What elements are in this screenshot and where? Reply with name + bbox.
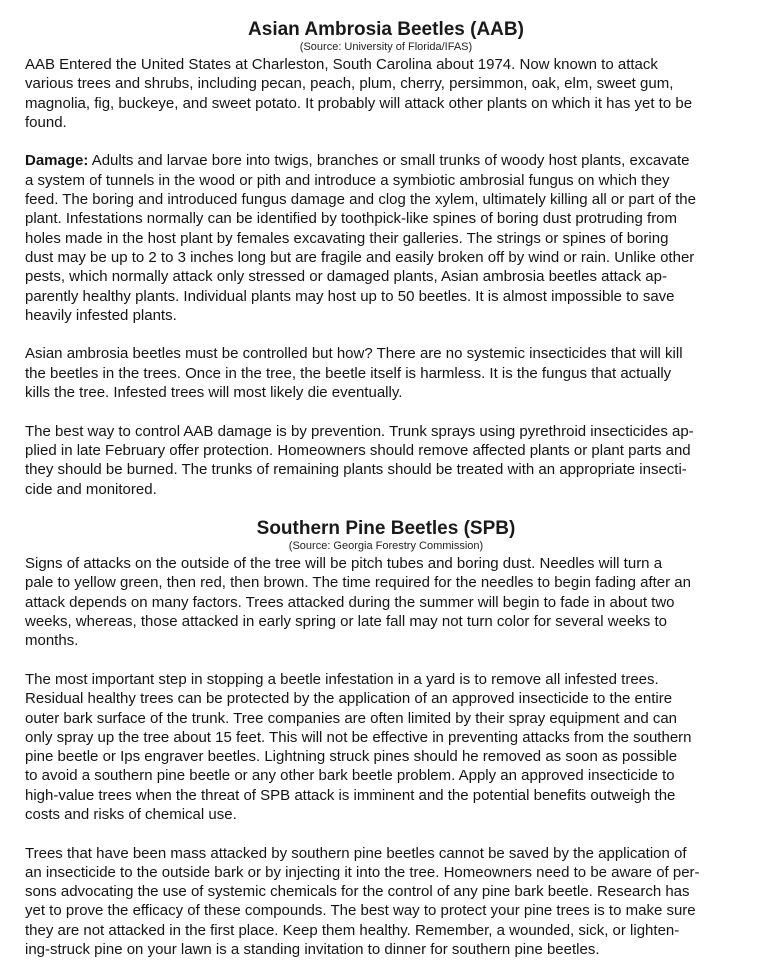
text-line: [25, 151, 747, 170]
text-line: to avoid a southern pine beetle or any other bark beetle problem. Apply an approved insecticide to: [25, 767, 675, 785]
text-line: attack depends on many factors. Trees attacked during the summer will begin to fade in about two: [25, 593, 675, 611]
document-page: [25, 0, 747, 959]
text-line: Residual healthy trees can be protected by the application of an approved insecticide to the entire: [25, 690, 673, 708]
text-line: they should be burned. The trunks of remaining plants should be treated with an appropriate insecti-: [25, 461, 687, 479]
text-line: cide and monitored.: [25, 480, 157, 498]
aab-section: [25, 19, 747, 518]
text-line: a system of tunnels in the wood or pith and introduce a symbiotic ambrosial fungus on which they: [25, 171, 670, 189]
text-line: feed. The boring and introduced fungus damage and clog the xylem, ultimately killing all or part of the: [25, 191, 696, 209]
text-line: kills the tree. Infested trees will most likely die eventually.: [25, 384, 403, 402]
text-line: ing-struck pine on your lawn is a standing invitation to dinner for southern pine beetles.: [25, 941, 600, 959]
text-line: only spray up the tree about 15 feet. This will not be effective in preventing attacks from the southern: [25, 728, 692, 746]
text-line: dust may be up to 2 to 3 inches long but are fragile and easily broken off by wind or rain. Unlike other: [25, 248, 695, 266]
spb-signs-paragraph: [25, 554, 747, 650]
aab-control-paragraph: [25, 344, 747, 402]
damage-label: Damage:: [25, 152, 89, 170]
aab-damage-paragraph: [25, 151, 747, 325]
text-line: holes made in the host plant by females excavating their galleries. The strings or spines of boring: [25, 229, 669, 247]
text-line: magnolia, fig, buckeye, and sweet potato. It probably will attack other plants on which it has yet to be: [25, 94, 693, 112]
text-line: plant. Infestations normally can be identified by toothpick-like spines of boring dust protruding from: [25, 210, 678, 228]
aab-title: Asian Ambrosia Beetles (AAB): [248, 19, 524, 40]
text-line: costs and risks of chemical use.: [25, 805, 237, 823]
text-line: heavily infested plants.: [25, 306, 177, 324]
text-line: pale to yellow green, then red, then brown. The time required for the needles to begin fading after an: [25, 574, 691, 592]
text-line: an insecticide to the outside bark or by injecting it into the tree. Homeowners need to be aware of per-: [25, 863, 700, 881]
text-line: The most important step in stopping a beetle infestation in a yard is to remove all infested trees.: [25, 670, 659, 688]
text-line: AAB Entered the United States at Charleston, South Carolina about 1974. Now known to attack: [25, 56, 658, 73]
text-line: outer bark surface of the trunk. Tree companies are often limited by their spray equipment and can: [25, 709, 678, 727]
text-line: The best way to control AAB damage is by prevention. Trunk sprays using pyrethroid insecticides ap-: [25, 422, 694, 440]
aab-intro-paragraph: [25, 55, 747, 132]
spb-title: Southern Pine Beetles (SPB): [256, 518, 516, 540]
text-line: yet to prove the efficacy of these compounds. The best way to protect your pine trees is to make sure: [25, 902, 696, 920]
text-line: the beetles in the trees. Once in the tree, the beetle itself is harmless. It is the fungus that actually: [25, 364, 672, 382]
text-line: plied in late February offer protection. Homeowners should remove affected plants or plant parts and: [25, 441, 691, 459]
text-line: Trees that have been mass attacked by southern pine beetles cannot be saved by the application of: [25, 844, 687, 862]
text-line: parently healthy plants. Individual plants may host up to 50 beetles. It is almost impossible to save: [25, 287, 675, 305]
text-line: pests, which normally attack only stressed or damaged plants, Asian ambrosia beetles attack ap-: [25, 268, 667, 286]
aab-source: (Source: University of Florida/IFAS): [299, 41, 473, 53]
aab-prevention-paragraph: [25, 422, 747, 499]
text-line: they are not attacked in the first place. Keep them healthy. Remember, a wounded, sick, or lighten-: [25, 921, 680, 939]
text-line: found.: [25, 113, 67, 131]
text-line: high-value trees when the threat of SPB attack is imminent and the potential benefits outweigh the: [25, 786, 676, 804]
damage-first-line: Adults and larvae bore into twigs, branches or small trunks of woody host plants, excavate: [88, 152, 690, 170]
text-line: pine beetle or Ips engraver beetles. Lightning struck pines should he removed as soon as possible: [25, 748, 678, 766]
spb-remove-paragraph: [25, 670, 747, 824]
spb-section: [25, 518, 747, 959]
text-line: months.: [25, 632, 79, 650]
text-line: Asian ambrosia beetles must be controlled but how? There are no systemic insecticides that will kill: [25, 345, 683, 363]
text-line: weeks, whereas, those attacked in early spring or late fall may not turn color for several weeks to: [25, 613, 667, 631]
text-line: Signs of attacks on the outside of the tree will be pitch tubes and boring dust. Needles will turn a: [25, 555, 663, 573]
text-line: sons advocating the use of systemic chemicals for the control of any pine bark beetle. Research has: [25, 883, 690, 901]
text-line: various trees and shrubs, including pecan, peach, plum, cherry, persimmon, oak, elm, sweet gum,: [25, 75, 674, 93]
spb-source: (Source: Georgia Forestry Commission): [288, 540, 484, 553]
spb-mass-attack-paragraph: [25, 844, 747, 960]
